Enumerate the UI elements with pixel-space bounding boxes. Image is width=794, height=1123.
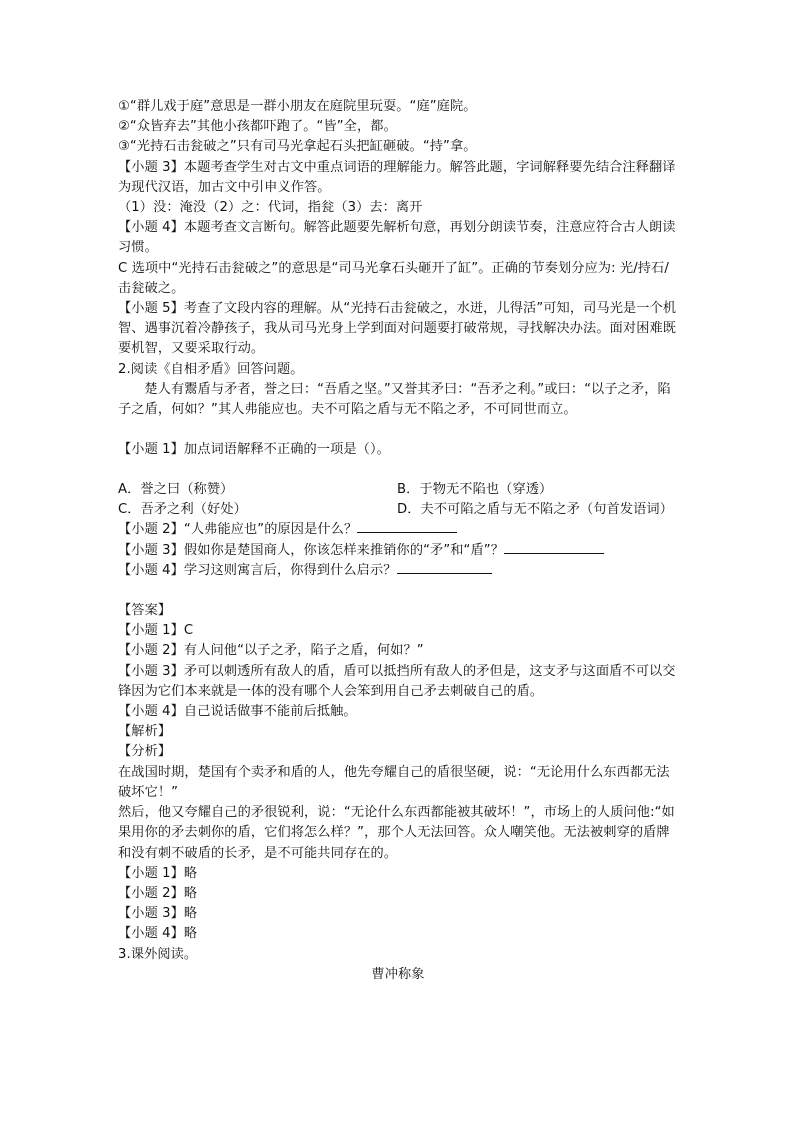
note-line-3: ③“光持石击瓮破之”只有司马光拿起石头把缸砸破。“持”拿。 (118, 139, 477, 155)
question-2 (118, 520, 678, 540)
question-1: 【小题 1】加点词语解释不正确的一项是（）。 (118, 442, 390, 458)
answer-1: 【小题 1】C (118, 623, 194, 639)
document-body (118, 97, 678, 985)
answer-blank[interactable] (504, 541, 604, 554)
answer-blank[interactable] (397, 561, 492, 574)
analysis-q5: 【小题 5】考查了文段内容的理解。从“光持石击瓮破之，水迸，儿得活”可知，司马光是一个机智、遇事沉着冷静孩子，我从司马光身上学到面对问题要打破常规，寻找解决办法。面对困难既要机智，又要采取行动。 (118, 301, 677, 357)
analysis-q3: 【小题 3】本题考查学生对古文中重点词语的理解能力。解答此题，字词解释要先结合注释翻译为现代汉语，加古文中引申义作答。 (118, 159, 676, 195)
answer-4: 【小题 4】自己说话做事不能前后抵触。 (118, 704, 357, 720)
passage-text: 楚人有鬻盾与矛者，誉之曰：“吾盾之坚。”又誉其矛曰：“吾矛之利。”或曰：“以子之矛，陷子之盾，何如？”其人弗能应也。夫不可陷之盾与无不陷之矛，不可同世而立。 (118, 381, 671, 418)
spacer (118, 460, 678, 480)
option-b: B．于物无不陷也（穿透） (397, 482, 553, 498)
reply-3: 【小题 3】略 (118, 906, 198, 922)
answer-blank[interactable] (357, 520, 457, 533)
question-1-options (118, 480, 678, 520)
answer-2: 【小题 2】有人问他“以子之矛，陷子之盾，何如？” (118, 643, 424, 659)
question-2-text: 【小题 2】“人弗能应也”的原因是什么？ (118, 522, 358, 538)
reply-2: 【小题 2】略 (118, 885, 198, 901)
option-c: C．吾矛之利（好处） (118, 502, 247, 518)
section-3-heading: 3.课外阅读。 (118, 946, 198, 962)
note-line-2: ②“众皆弃去”其他小孩都吓跑了。“皆”全，都。 (118, 119, 397, 135)
analysis-q4: 【小题 4】本题考查文言断句。解答此题要先解析句意，再划分朗读节奏，注意应符合古人朗读习惯。 (118, 220, 676, 256)
reply-1: 【小题 1】略 (118, 865, 198, 881)
analysis-q4-option-c: C 选项中“光持石击瓮破之”的意思是“司马光拿石头砸开了缸”。正确的节奏划分应为: 光/持石/击瓮破之。 (118, 260, 669, 296)
question-3-text: 【小题 3】假如你是楚国商人，你该怎样来推销你的“矛”和“盾”？ (118, 542, 504, 558)
section-2-heading: 2.阅读《自相矛盾》回答问题。 (118, 361, 304, 377)
answer-heading: 【答案】 (118, 603, 172, 619)
option-d: D．夫不可陷之盾与无不陷之矛（句首发语词） (397, 502, 674, 518)
answer-3: 【小题 3】矛可以刺透所有敌人的盾，盾可以抵挡所有敌人的矛但是，这支矛与这面盾不可以交锋因为它们本来就是一体的没有哪个人会笨到用自己矛去刺破自己的盾。 (118, 663, 676, 699)
analysis-q3-answer: （1）没：淹没（2）之：代词，指瓮（3）去：离开 (118, 200, 423, 216)
explanation-heading: 【解析】 (118, 724, 172, 740)
spacer (118, 420, 678, 440)
question-3 (118, 541, 678, 561)
reply-4: 【小题 4】略 (118, 926, 198, 942)
option-a: A．誉之曰（称赞） (118, 482, 234, 498)
analysis-paragraph-1: 在战国时期，楚国有个卖矛和盾的人，他先夸耀自己的盾很坚硬，说：“无论用什么东西都无法破坏它！” (118, 764, 670, 800)
spacer (118, 581, 678, 601)
question-4-text: 【小题 4】学习这则寓言后，你得到什么启示？ (118, 562, 397, 578)
analysis-heading: 【分析】 (118, 744, 172, 760)
next-passage-title: 曹冲称象 (371, 966, 425, 982)
note-line-1: ①“群儿戏于庭”意思是一群小朋友在庭院里玩耍。“庭”庭院。 (118, 99, 477, 114)
question-4 (118, 561, 678, 581)
analysis-paragraph-2: 然后，他又夸耀自己的矛很锐利，说：“无论什么东西都能被其破坏！”，市场上的人质问他:“如果用你的矛去刺你的盾，它们将怎么样？”，那个人无法回答。众人嘲笑他。无法被刺穿的盾牌和没有刺不破盾的长矛，是不可能共同存在的。 (118, 805, 675, 861)
